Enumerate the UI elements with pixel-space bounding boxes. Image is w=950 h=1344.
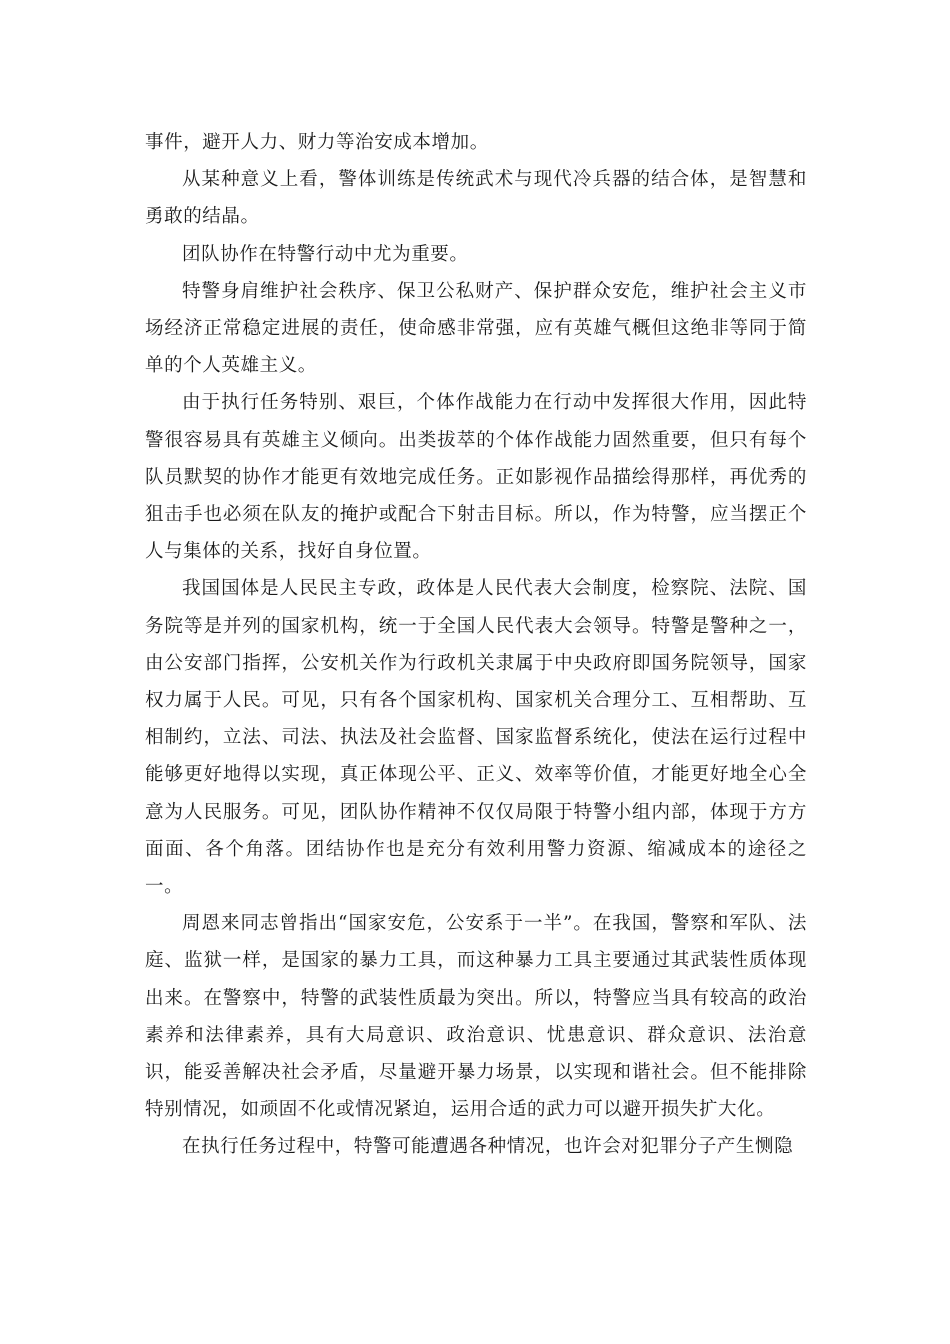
paragraph-3: 团队协作在特警行动中尤为重要。	[182, 243, 469, 265]
paragraph-7: 周恩来同志曾指出“国家安危，公安系于一半”。在我国，警察和军队、法庭、监狱一样，是国家的暴力工具，而这种暴力工具主要通过其武装性质体现出来。在警察中，特警的武装性质最为突出。所以，特警应当具有较高的政治素养和法律素养，具有大局意识、政治意识、忧患意识、群众意识、法治意识，能妥善解决社会矛盾，尽量避开暴力场景，以实现和谐社会。但不能排除特别情况，如顽固不化或情况紧迫，运用合适的武力可以避开损失扩大化。	[145, 913, 807, 1121]
paragraph-6: 我国国体是人民民主专政，政体是人民代表大会制度，检察院、法院、国务院等是并列的国家机构，统一于全国人民代表大会领导。特警是警种之一，由公安部门指挥，公安机关作为行政机关隶属于中央政府即国务院领导，国家权力属于人民。可见，只有各个国家机构、国家机关合理分工、互相帮助、互相制约，立法、司法、执法及社会监督、国家监督系统化，使法在运行过程中能够更好地得以实现，真正体现公平、正义、效率等价值，才能更好地全心全意为人民服务。可见，团队协作精神不仅仅局限于特警小组内部，体现于方方面面、各个角落。团结协作也是充分有效利用警力资源、缩减成本的途径之一。	[145, 578, 807, 898]
paragraph-1: 事件，避开人力、财力等治安成本增加。	[145, 132, 489, 153]
paragraph-5: 由于执行任务特别、艰巨，个体作战能力在行动中发挥很大作用，因此特警很容易具有英雄主义倾向。出类拔萃的个体作战能力固然重要，但只有每个队员默契的协作才能更有效地完成任务。正如影视作品描绘得那样，再优秀的狙击手也必须在队友的掩护或配合下射击目标。所以，作为特警，应当摆正个人与集体的关系，找好自身位置。	[145, 392, 807, 563]
paragraph-8: 在执行任务过程中，特警可能遭遇各种情况，也许会对犯罪分子产生恻隐	[182, 1136, 794, 1158]
paragraph-2: 从某种意义上看，警体训练是传统武术与现代冷兵器的结合体，是智慧和勇敢的结晶。	[145, 169, 807, 228]
paragraph-4: 特警身肩维护社会秩序、保卫公私财产、保护群众安危，维护社会主义市场经济正常稳定进展的责任，使命感非常强，应有英雄气概但这绝非等同于简单的个人英雄主义。	[145, 280, 807, 377]
document-body	[145, 124, 807, 1166]
